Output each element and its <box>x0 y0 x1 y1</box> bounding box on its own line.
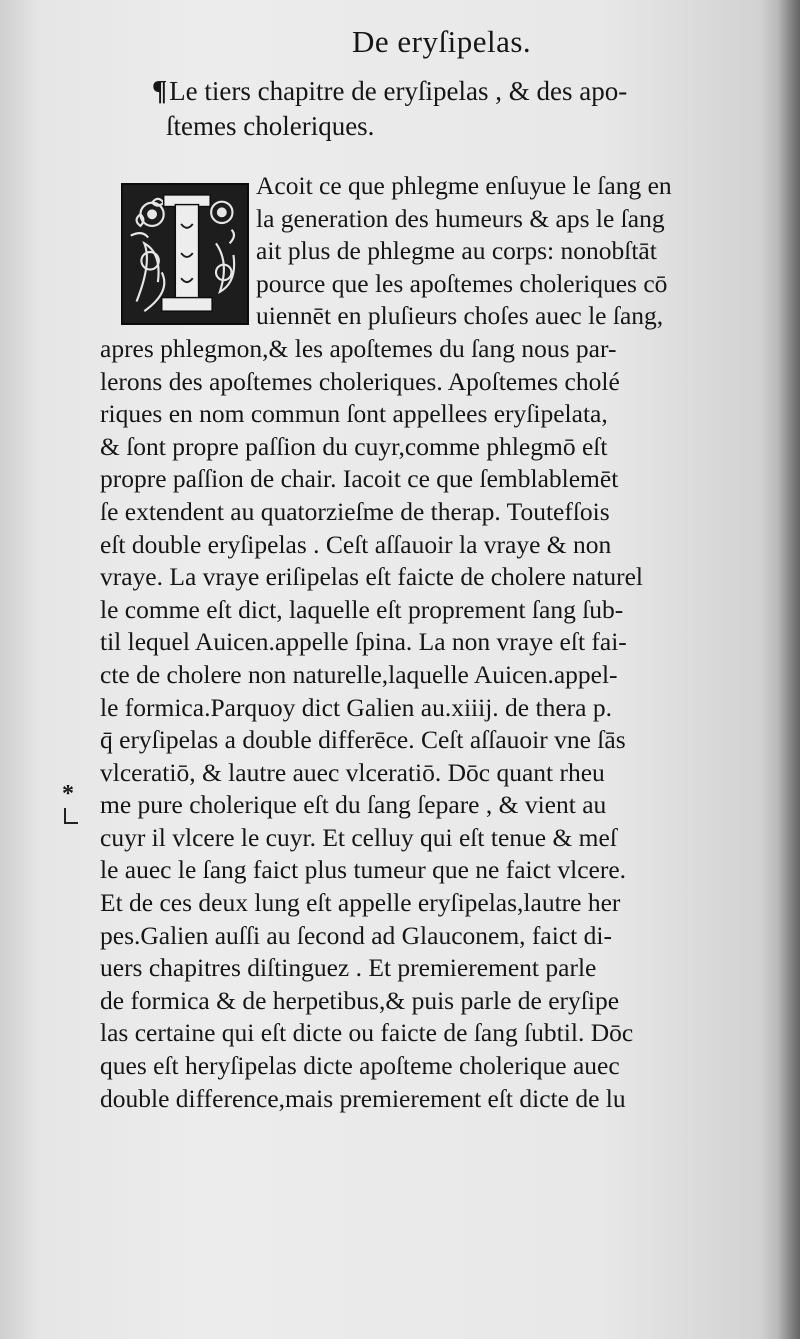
body-line-23: Et de ces deux lung eſt appelle eryſipelas,lautre her <box>100 888 621 918</box>
body-line-4: pource que les apoſtemes choleriques cō <box>256 268 668 298</box>
body-line-6: apres phlegmon,& les apoſtemes du ſang nous par- <box>100 333 617 363</box>
body-line-19: vlceratiō, & lautre auec vlceratiō. Dōc quant rheu <box>100 757 605 787</box>
body-line-8: riques en nom commun ſont appellees eryſipelata, <box>100 399 608 429</box>
body-line-12: eſt double eryſipelas . Ceſt aſſauoir la vraye & non <box>100 529 612 559</box>
page-edge-shadow <box>778 0 800 1339</box>
body-line-25: uers chapitres diſtinguez . Et premierement parle <box>100 953 597 983</box>
body-line-22: le auec le ſang faict plus tumeur que ne faict vlcere. <box>100 855 627 885</box>
chapter-heading-line-1 <box>152 74 712 109</box>
margin-bracket-icon <box>64 808 78 824</box>
body-line-18: q̄ eryſipelas a double differēce. Ceſt aſſauoir vne ſās <box>100 725 626 755</box>
body-line-7: lerons des apoſtemes choleriques. Apoſtemes cholé <box>100 366 620 396</box>
running-head: De eryſipelas. <box>352 24 532 59</box>
body-line-21: cuyr il vlcere le cuyr. Et celluy qui eſt tenue & meſ <box>100 822 617 852</box>
body-line-20: me pure cholerique eſt du ſang ſepare , & vient au <box>100 790 607 820</box>
body-line-13: vraye. La vraye eriſipelas eſt faicte de cholere naturel <box>100 562 643 592</box>
margin-asterisk: * <box>62 781 74 807</box>
body-line-14: le comme eſt dict, laquelle eſt proprement ſang ſub- <box>100 594 624 624</box>
chapter-heading <box>152 74 712 143</box>
body-line-16: cte de cholere non naturelle,laquelle Auicen.appel- <box>100 659 618 689</box>
body-line-15: til lequel Auicen.appelle ſpina. La non vraye eſt fai- <box>100 627 627 657</box>
body-line-3: ait plus de phlegme au corps: nonobſtāt <box>256 236 657 266</box>
body-line-2: la generation des humeurs & aps le ſang <box>256 203 665 233</box>
body-line-29: double difference,mais premierement eſt dicte de lu <box>100 1083 626 1113</box>
chapter-heading-text-1: Le tiers chapitre de eryſipelas , & des apo- <box>169 76 628 106</box>
body-text <box>100 170 730 1115</box>
body-line-10: propre paſſion de chair. Iacoit ce que ſemblablemēt <box>100 464 619 494</box>
body-line-1: Acoit ce que phlegme enſuyue le ſang en <box>256 171 672 200</box>
body-line-17: le formica.Parquoy dict Galien au.xiiij. de thera p. <box>100 692 612 722</box>
body-line-9: & ſont propre paſſion du cuyr,comme phlegmō eſt <box>100 431 608 461</box>
body-line-27: las certaine qui eſt dicte ou faicte de ſang ſubtil. Dōc <box>100 1018 634 1048</box>
body-line-11: ſe extendent au quatorzieſme de therap. Toutefſois <box>100 496 610 526</box>
chapter-heading-line-2: ſtemes choleriques. <box>166 111 375 141</box>
body-line-5: uiennēt en pluſieurs choſes auec le ſang, <box>256 301 664 331</box>
pilcrow-icon: ¶ <box>152 76 168 107</box>
body-line-26: de formica & de herpetibus,& puis parle de eryſipe <box>100 985 620 1015</box>
body-line-28: ques eſt heryſipelas dicte apoſteme cholerique auec <box>100 1051 620 1081</box>
body-line-24: pes.Galien auſſi au ſecond ad Glauconem, faict di- <box>100 920 612 950</box>
